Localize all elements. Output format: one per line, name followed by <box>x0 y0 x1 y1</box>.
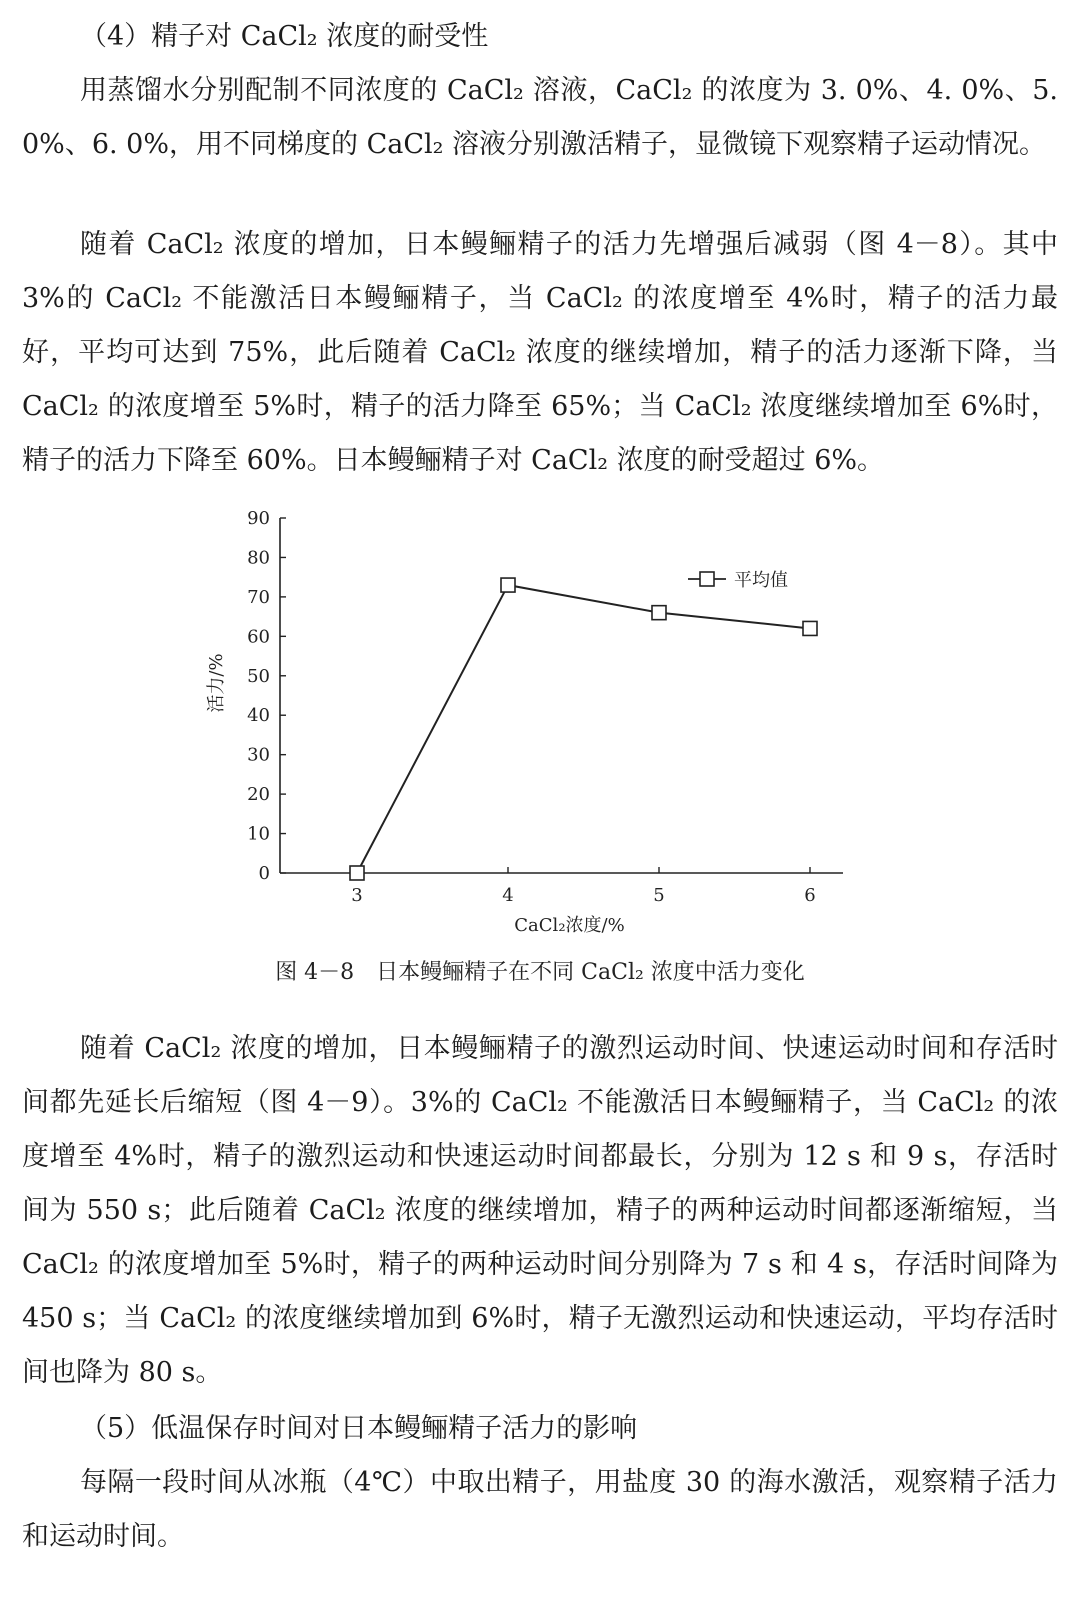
y-tick-label: 60 <box>247 626 270 648</box>
data-point-marker <box>350 866 364 880</box>
section-heading-4: （4）精子对 CaCl₂ 浓度的耐受性 <box>80 21 489 52</box>
data-point-marker <box>652 606 666 620</box>
x-axis-title: CaCl₂浓度/% <box>514 915 625 936</box>
y-tick-label: 70 <box>247 586 270 608</box>
section-heading-5: （5）低温保存时间对日本鳗鲡精子活力的影响 <box>80 1413 638 1444</box>
y-tick-label: 30 <box>247 744 270 766</box>
y-tick-label: 20 <box>247 784 270 806</box>
paragraph-results-activity: 随着 CaCl₂ 浓度的增加，日本鳗鲡精子的活力先增强后减弱（图 4－8）。其中 3%的 CaCl₂ 不能激活日本鳗鲡精子，当 CaCl₂ 的浓度增至 4%时，精子的活力最好，平均可达到 75%，此后随着 CaCl₂ 浓度的继续增加，精子的活力逐渐下降，当 CaCl₂ 的浓度增至 5%时，精子的活力降至 65%；当 CaCl₂ 浓度继续增加至 6%时，精子的活力下降至 60%。日本鳗鲡精子对 CaCl₂ 浓度的耐受超过 6%。 <box>22 229 1058 476</box>
paragraph-method: 用蒸馏水分别配制不同浓度的 CaCl₂ 溶液，CaCl₂ 的浓度为 3. 0%、4. 0%、5. 0%、6. 0%，用不同梯度的 CaCl₂ 溶液分别激活精子，显微镜下观察精子运动情况。 <box>22 75 1058 160</box>
y-tick-label: 90 <box>247 508 270 529</box>
x-tick-label: 6 <box>804 885 816 906</box>
paragraph-results-motion: 随着 CaCl₂ 浓度的增加，日本鳗鲡精子的激烈运动时间、快速运动时间和存活时间都先延长后缩短（图 4－9）。3%的 CaCl₂ 不能激活日本鳗鲡精子，当 CaCl₂ 的浓度增至 4%时，精子的激烈运动和快速运动时间都最长，分别为 12 s 和 9 s，存活时间为 550 s；此后随着 CaCl₂ 浓度的继续增加，精子的两种运动时间都逐渐缩短，当 CaCl₂ 的浓度增加至 5%时，精子的两种运动时间分别降为 7 s 和 4 s，存活时间降为 450 s；当 CaCl₂ 的浓度继续增加到 6%时，精子无激烈运动和快速运动，平均存活时间也降为 80 s。 <box>22 1033 1058 1388</box>
line-chart <box>0 505 1080 955</box>
y-tick-label: 10 <box>247 823 270 845</box>
y-tick-label: 50 <box>247 665 270 687</box>
legend-marker <box>700 572 714 586</box>
paragraph-storage-method: 每隔一段时间从冰瓶（4℃）中取出精子，用盐度 30 的海水激活，观察精子活力和运动时间。 <box>22 1467 1058 1552</box>
legend-label: 平均值 <box>734 570 788 591</box>
series-line <box>357 585 810 873</box>
data-point-marker <box>803 621 817 635</box>
x-tick-label: 5 <box>653 885 665 906</box>
data-point-marker <box>501 578 515 592</box>
y-axis-title: 活力/% <box>206 653 227 713</box>
y-tick-label: 80 <box>247 547 270 569</box>
x-tick-label: 3 <box>351 885 363 906</box>
figure-caption: 图 4－8 日本鳗鲡精子在不同 CaCl₂ 浓度中活力变化 <box>275 960 805 985</box>
x-tick-label: 4 <box>502 885 514 906</box>
y-tick-label: 40 <box>247 705 270 727</box>
y-tick-label: 0 <box>258 863 270 884</box>
figure-4-8 <box>0 505 1080 975</box>
